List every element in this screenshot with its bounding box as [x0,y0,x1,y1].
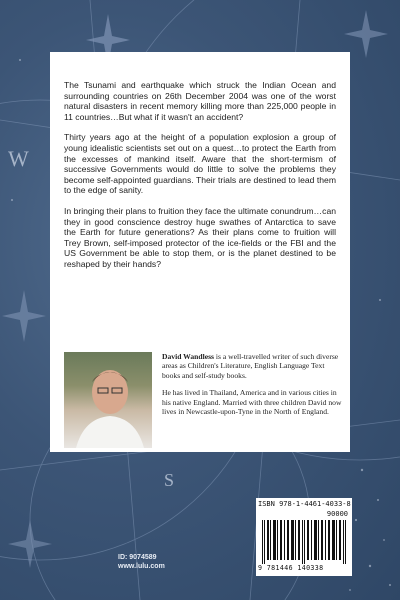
blurb-paragraph: Thirty years ago at the height of a population explosion a group of young idealistic scientists set out on a quest…to protect the Earth from the excesses of mankind itself. Aware that the short-termism of successive Governments would do little to solve the problems they become self-appointed guardians. Their trials are destined to lead them to the edge of sanity. [64,132,336,196]
author-photo [64,352,152,448]
isbn-text: ISBN 978-1-4461-4033-8 [258,500,351,508]
publisher-url: www.lulu.com [118,563,165,570]
price-code: 90000 [326,510,348,518]
publisher-info [118,553,165,571]
author-bio [162,352,342,424]
barcode-box [256,498,352,576]
compass-letter-south: S [164,470,175,490]
compass-letter-west: W [8,146,29,171]
author-bio-paragraph: He has lived in Thailand, America and in various cities in his native England. Married with three children David now lives in Newcastle-upon-Tyne in the North of England. [162,388,342,417]
blurb [64,80,336,280]
text-panel [50,52,350,452]
barcode-icon [262,520,346,564]
author-bio-paragraph [162,352,342,380]
ean-digits: 9 781446 140338 [258,564,324,572]
blurb-paragraph: The Tsunami and earthquake which struck the Indian Ocean and surrounding countries on 26th December 2004 was one of the worst natural disasters in recent memory killing more than 225,000 people in 11 countries…But what if it wasn't an accident? [64,80,336,122]
author-name: David Wandless [162,352,214,361]
blurb-paragraph: In bringing their plans to fruition they face the ultimate conundrum…can they in good conscience destroy huge swathes of Antarctica to save the Earth for future generations? As their plans come to fruition will Trey Brown, self-imposed protector of the ice-fields or the FBI and the US Government be able to stop them, or is the planet destined to be reshaped by their hands? [64,205,336,269]
publisher-id: ID: 9074589 [118,554,157,561]
compass-star-icon [344,10,388,58]
author-portrait-icon [64,352,152,448]
author-bio-text: is a well-travelled writer of such diverse areas as Children's Literature, English Language Text books and self-study books. [162,352,339,380]
compass-star-icon [2,290,46,342]
compass-star-icon [8,520,52,568]
